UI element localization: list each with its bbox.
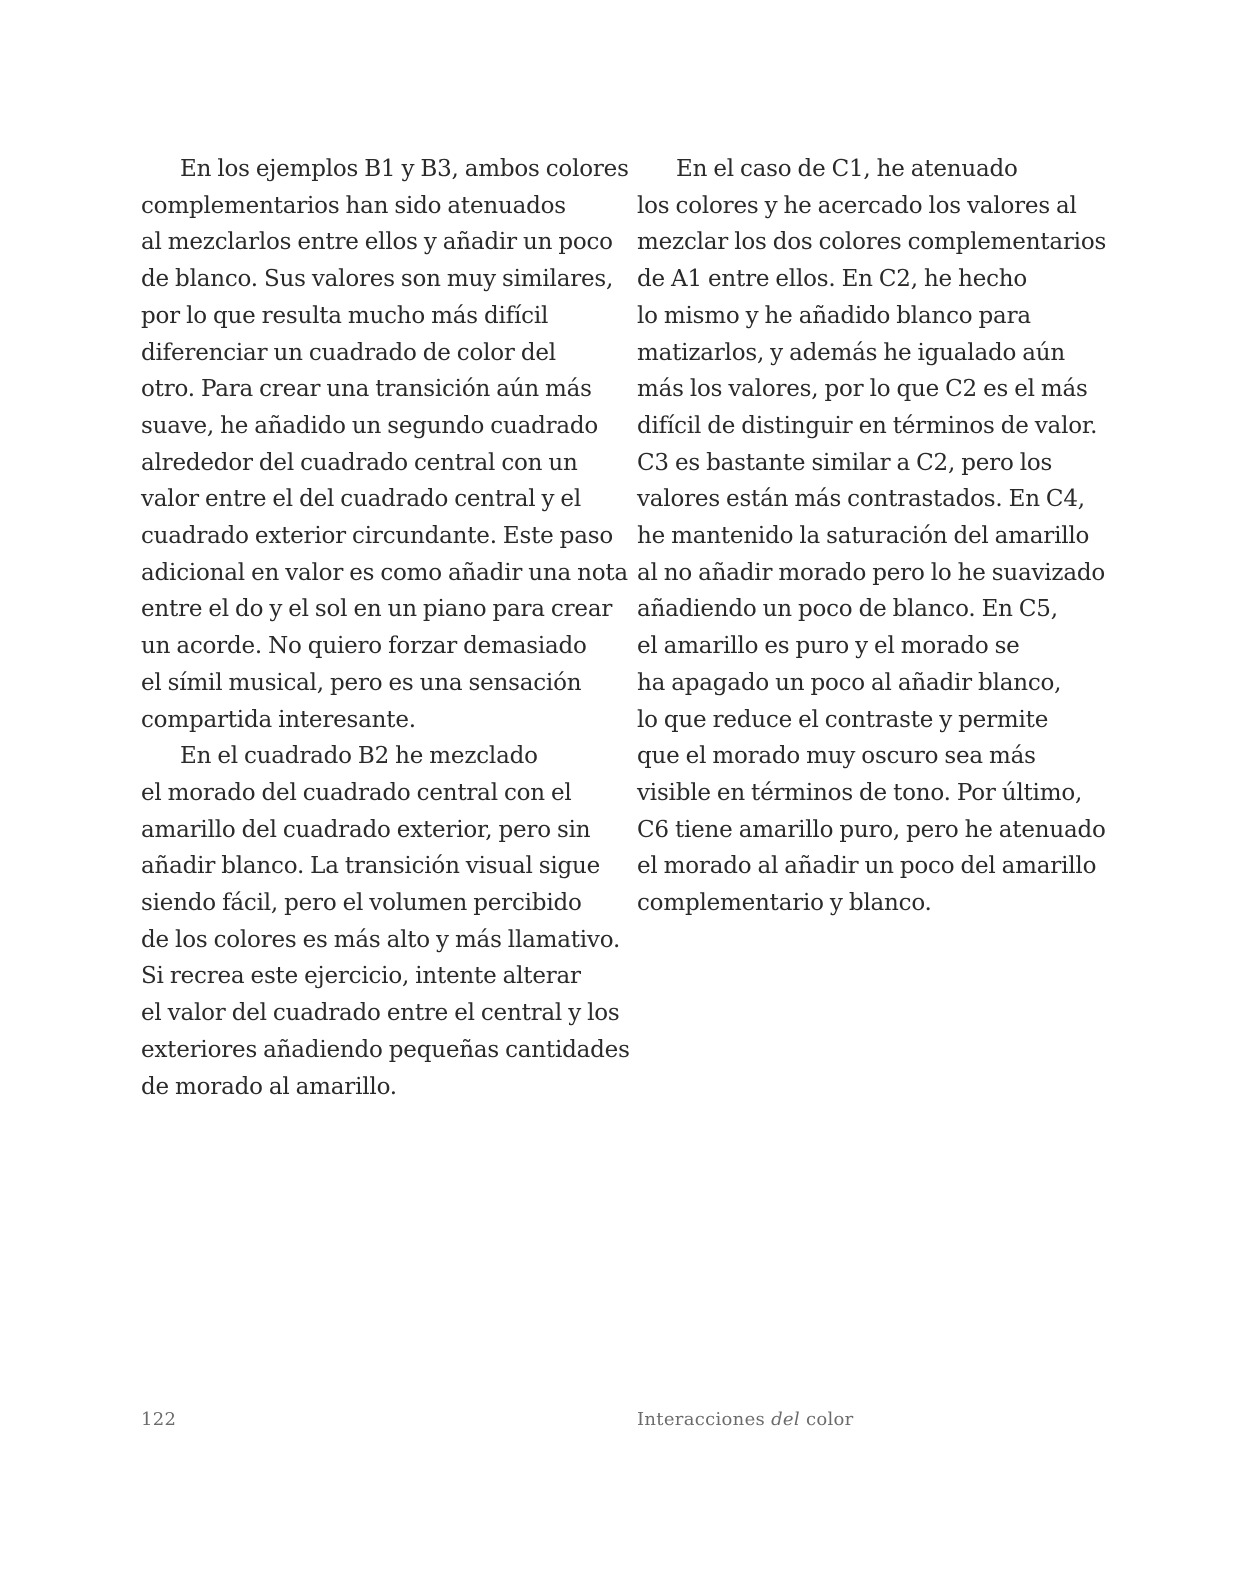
text-line: matizarlos, y además he igualado aún [637,339,1065,366]
text-line: un acorde. No quiero forzar demasiado [141,633,587,660]
text-line: por lo que resulta mucho más difícil [141,302,549,329]
text-line: de los colores es más alto y más llamativo. [141,926,621,953]
text-line: valores están más contrastados. En C4, [637,486,1085,513]
text-line: adicional en valor es como añadir una nota [141,559,628,586]
text-line: al no añadir morado pero lo he suavizado [637,559,1106,586]
running-title [637,1408,854,1432]
text-line: alrededor del cuadrado central con un [141,449,578,476]
text-line: valor entre el del cuadrado central y el [141,486,581,513]
text-line: al mezclarlos entre ellos y añadir un poco [141,229,613,256]
running-title-end: color [799,1409,854,1430]
text-line: C6 tiene amarillo puro, pero he atenuado [637,816,1106,843]
text-line: En el caso de C1, he atenuado [676,156,1018,182]
text-line: de morado al amarillo. [141,1073,397,1100]
text-line: complementarios han sido atenuados [141,192,566,219]
text-line: que el morado muy oscuro sea más [637,743,1036,770]
text-line: más los valores, por lo que C2 es el más [637,376,1088,403]
paragraph [141,151,629,738]
text-line: En el cuadrado B2 he mezclado [180,743,538,770]
text-line: En los ejemplos B1 y B3, ambos colores [180,156,629,182]
text-line: otro. Para crear una transición aún más [141,376,592,403]
text-line: visible en términos de tono. Por último, [637,779,1083,806]
text-line: el morado del cuadrado central con el [141,779,572,806]
text-line: de A1 entre ellos. En C2, he hecho [637,266,1028,293]
text-line: Si recrea este ejercicio, intente alterar [141,963,581,990]
page-number: 122 [141,1409,177,1430]
text-line: siendo fácil, pero el volumen percibido [141,890,582,917]
text-line: suave, he añadido un segundo cuadrado [141,412,599,439]
text-line: mezclar los dos colores complementarios [637,229,1107,256]
text-line: lo que reduce el contraste y permite [637,706,1049,733]
text-line: C3 es bastante similar a C2, pero los [637,449,1053,476]
text-line: los colores y he acercado los valores al [637,192,1077,219]
text-line: de blanco. Sus valores son muy similares, [141,266,614,293]
text-line: el amarillo es puro y el morado se [637,633,1020,660]
text-line: cuadrado exterior circundante. Este paso [141,523,613,550]
text-line: difícil de distinguir en términos de valor. [637,412,1098,439]
right-text-column [637,151,1107,922]
text-line: amarillo del cuadrado exterior, pero sin [141,816,591,843]
paragraph [637,151,1107,922]
paragraph [141,738,630,1105]
running-title-start: Interacciones [637,1409,772,1430]
text-line: el símil musical, pero es una sensación [141,669,582,696]
running-title-italic: del [771,1409,800,1430]
text-line: entre el do y el sol en un piano para crear [141,596,613,623]
text-line: lo mismo y he añadido blanco para [637,302,1031,329]
text-line: complementario y blanco. [637,890,932,917]
text-line: exteriores añadiendo pequeñas cantidades [141,1036,630,1063]
left-text-column [141,151,630,1105]
text-line: añadiendo un poco de blanco. En C5, [637,596,1058,623]
text-line: he mantenido la saturación del amarillo [637,523,1090,550]
text-line: diferenciar un cuadrado de color del [141,339,556,366]
text-line: añadir blanco. La transición visual sigue [141,853,601,880]
text-line: compartida interesante. [141,706,416,733]
text-line: el valor del cuadrado entre el central y los [141,1000,620,1027]
text-line: ha apagado un poco al añadir blanco, [637,669,1062,696]
text-line: el morado al añadir un poco del amarillo [637,853,1097,880]
